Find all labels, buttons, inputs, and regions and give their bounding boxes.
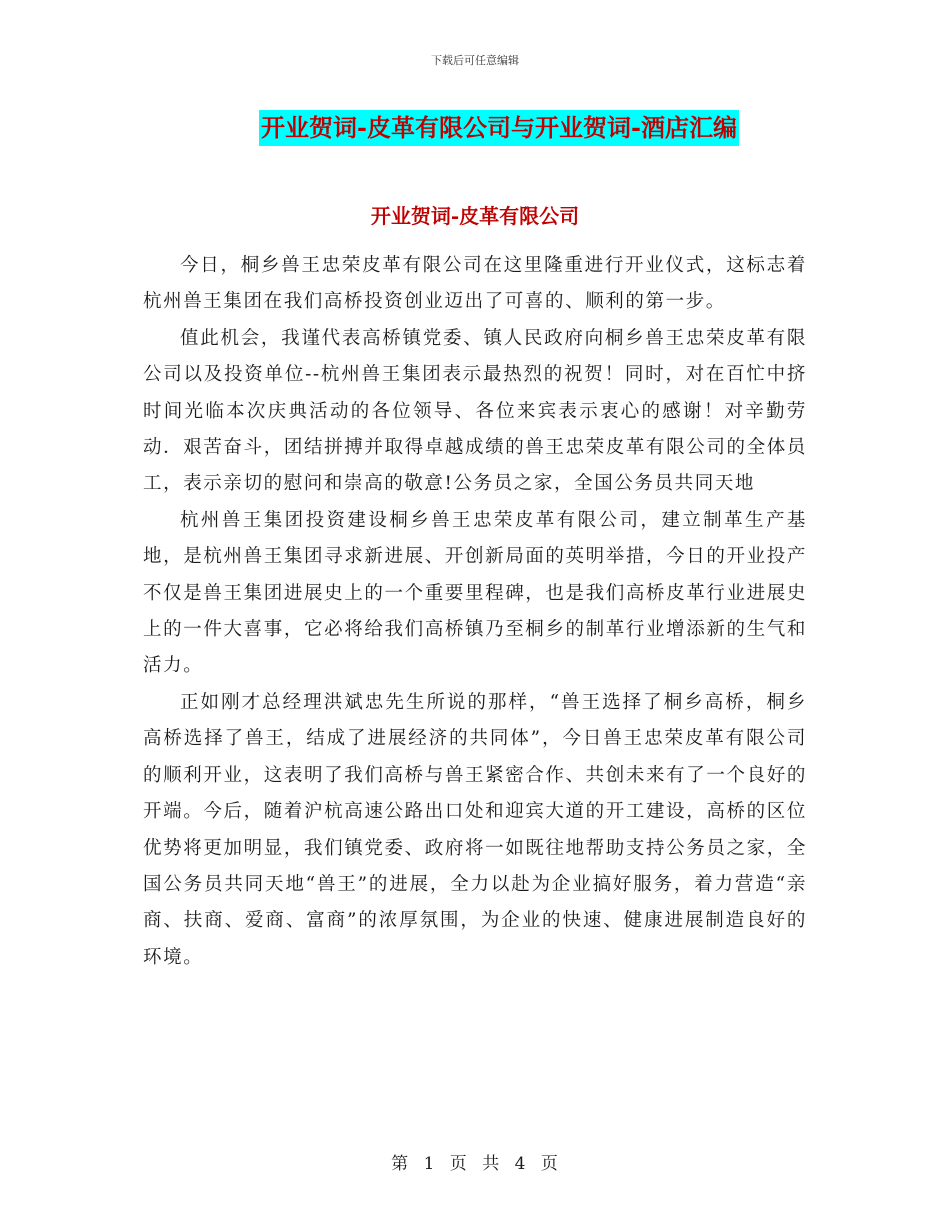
page-footer [0, 1152, 950, 1176]
page-header-note: 下载后可任意编辑 [431, 54, 519, 67]
paragraph: 正如刚才总经理洪斌忠先生所说的那样，“兽王选择了桐乡高桥，桐乡高桥选择了兽王，结成了进展经济的共同体”，今日兽王忠荣皮革有限公司的顺利开业，这表明了我们高桥与兽王紧密合作、共创未来有了一个良好的开端。今后，随着沪杭高速公路出口处和迎宾大道的开工建设，高桥的区位优势将更加明显，我们镇党委、政府将一如既往地帮助支持公务员之家，全国公务员共同天地“兽王”的进展，全力以赴为企业搞好服务，着力营造“亲商、扶商、爱商、富商”的浓厚氛围，为企业的快速、健康进展制造良好的环境。 [143, 691, 807, 968]
paragraph: 杭州兽王集团投资建设桐乡兽王忠荣皮革有限公司，建立制革生产基地，是杭州兽王集团寻求新进展、开创新局面的英明举措，今日的开业投产不仅是兽王集团进展史上的一个重要里程碑，也是我们高桥皮革行业进展史上的一件大喜事，它必将给我们高桥镇乃至桐乡的制革行业增添新的生气和活力。 [143, 509, 807, 677]
footer-current-page: 1 [423, 1154, 436, 1174]
section-title: 开业贺词-皮革有限公司 [370, 204, 580, 228]
document-title [0, 110, 950, 149]
document-title-text: 开业贺词-皮革有限公司与开业贺词-酒店汇编 [259, 110, 739, 146]
footer-label-unit2: 页 [540, 1154, 559, 1174]
footer-total-pages: 4 [514, 1154, 527, 1174]
footer-label-unit: 页 [449, 1154, 468, 1174]
footer-label-total: 共 [482, 1154, 501, 1174]
document-body [143, 248, 807, 976]
paragraph: 值此机会，我谨代表高桥镇党委、镇人民政府向桐乡兽王忠荣皮革有限公司以及投资单位--杭州兽王集团表示最热烈的祝贺！同时，对在百忙中挤时间光临本次庆典活动的各位领导、各位来宾表示衷心的感谢！对辛勤劳动．艰苦奋斗，团结拼搏并取得卓越成绩的兽王忠荣皮革有限公司的全体员工，表示亲切的慰问和崇高的敬意!公务员之家，全国公务员共同天地 [143, 327, 807, 495]
paragraph: 今日，桐乡兽王忠荣皮革有限公司在这里隆重进行开业仪式，这标志着杭州兽王集团在我们高桥投资创业迈出了可喜的、顺利的第一步。 [143, 255, 807, 313]
footer-label-page: 第 [391, 1154, 410, 1174]
